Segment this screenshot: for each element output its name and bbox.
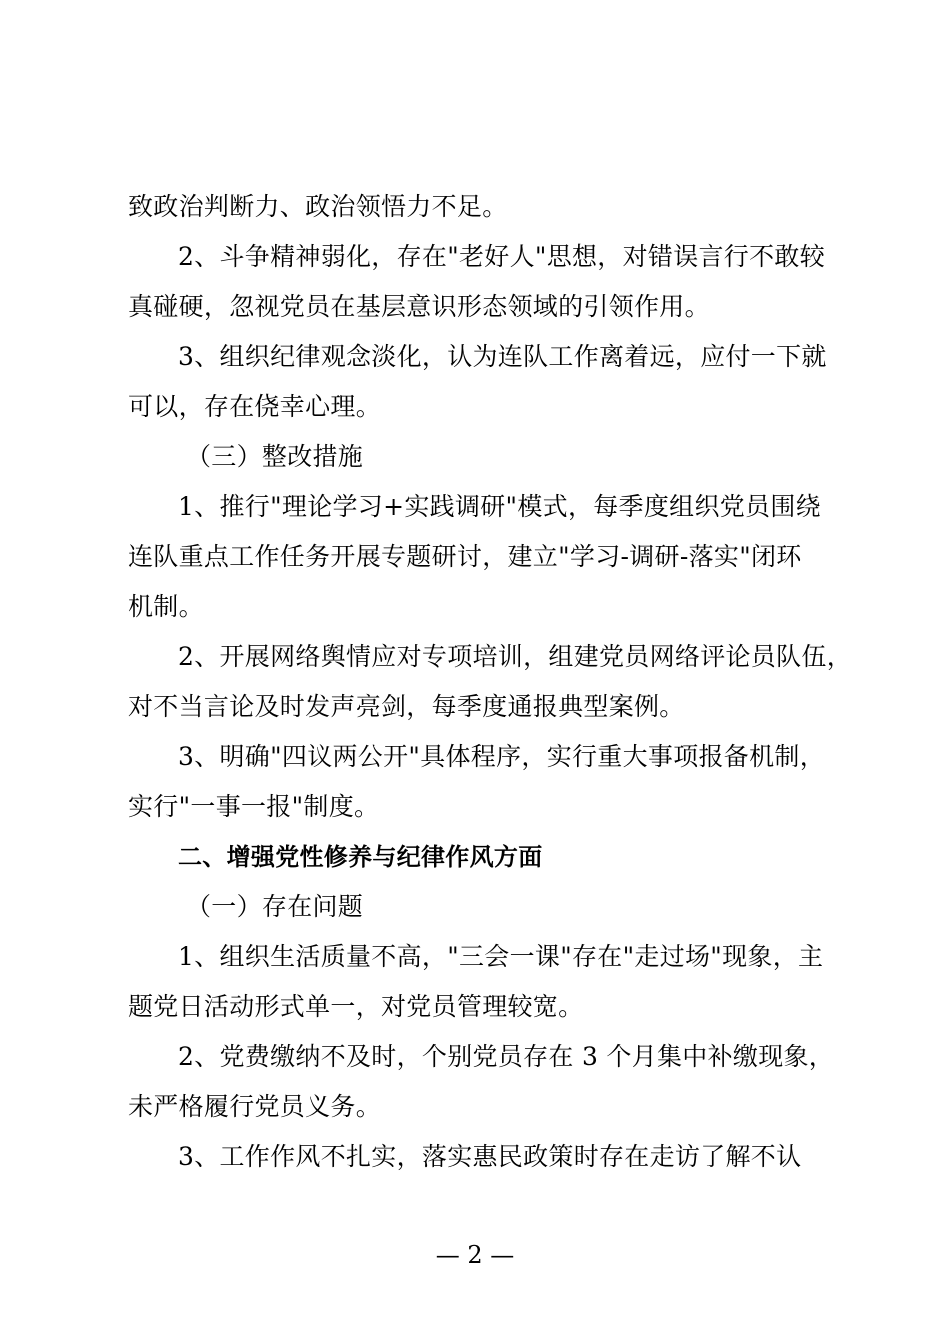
paragraph-line: 1、推行"理论学习+实践调研"模式，每季度组织党员围绕	[178, 492, 821, 521]
paragraph-line: 对不当言论及时发声亮剑，每季度通报典型案例。	[128, 692, 685, 721]
paragraph-line: 致政治判断力、政治领悟力不足。	[128, 192, 508, 221]
subsection-heading: （一）存在问题	[186, 892, 364, 921]
subsection-heading: （三）整改措施	[186, 442, 364, 471]
paragraph-line: 真碰硬，忽视党员在基层意识形态领域的引领作用。	[128, 292, 710, 321]
paragraph-line: 连队重点工作任务开展专题研讨，建立"学习-调研-落实"闭环	[128, 542, 802, 571]
paragraph-line: 可以，存在侥幸心理。	[128, 392, 382, 421]
paragraph-line: 2、斗争精神弱化，存在"老好人"思想，对错误言行不敢较	[178, 242, 826, 271]
paragraph-line: 题党日活动形式单一，对党员管理较宽。	[128, 992, 584, 1021]
paragraph-line: 3、工作作风不扎实，落实惠民政策时存在走访了解不认	[178, 1142, 802, 1171]
paragraph-line: 2、开展网络舆情应对专项培训，组建党员网络评论员队伍，	[178, 642, 853, 671]
paragraph-line: 机制。	[128, 592, 204, 621]
paragraph-line: 实行"一事一报"制度。	[128, 792, 380, 821]
page-number: — 2 —	[435, 1241, 515, 1269]
paragraph-line: 3、组织纪律观念淡化，认为连队工作离着远，应付一下就	[178, 342, 827, 371]
paragraph-line: 1、组织生活质量不高，"三会一课"存在"走过场"现象，主	[178, 942, 824, 971]
paragraph-line: 未严格履行党员义务。	[128, 1092, 382, 1121]
section-heading: 二、增强党性修养与纪律作风方面	[178, 843, 543, 871]
paragraph-line: 2、党费缴纳不及时，个别党员存在 3 个月集中补缴现象，	[178, 1042, 835, 1071]
paragraph-line: 3、明确"四议两公开"具体程序，实行重大事项报备机制，	[178, 742, 826, 771]
